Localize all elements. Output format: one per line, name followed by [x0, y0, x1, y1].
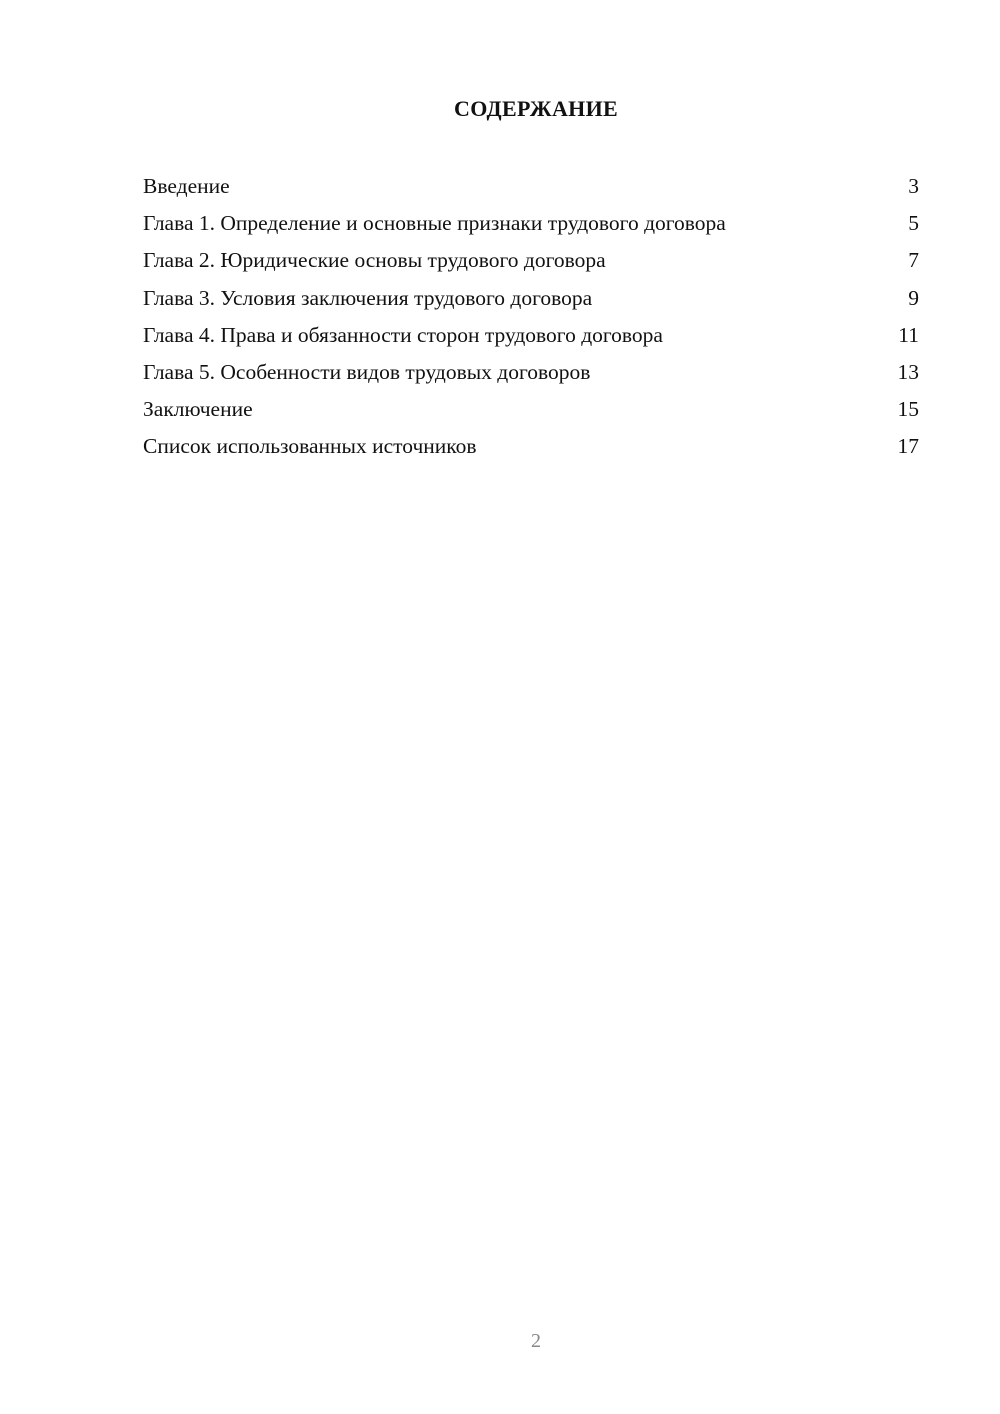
- toc-entry-page: 7: [908, 248, 919, 273]
- toc-entry-title: Заключение: [143, 397, 253, 422]
- toc-entry-chapter-5: [143, 354, 919, 391]
- toc-entry-title: Глава 1. Определение и основные признаки трудового договора: [143, 211, 726, 236]
- toc-entry-page: 11: [898, 322, 919, 347]
- toc-entry-title: Глава 2. Юридические основы трудового договора: [143, 248, 606, 273]
- toc-entry-chapter-4: [143, 317, 919, 354]
- toc-heading: СОДЕРЖАНИЕ: [454, 96, 618, 121]
- toc-entry-page: 13: [897, 359, 919, 384]
- toc-entry-page: 5: [908, 211, 919, 236]
- toc-entry-chapter-1: [143, 205, 919, 242]
- page-number: 2: [531, 1330, 541, 1352]
- toc-entry-page: 15: [897, 397, 919, 422]
- toc-entry-conclusion: [143, 391, 919, 428]
- toc-entry-page: 17: [897, 434, 919, 459]
- toc-entry-title: Глава 5. Особенности видов трудовых договоров: [143, 359, 591, 384]
- toc-entry-title: Глава 4. Права и обязанности сторон трудового договора: [143, 322, 663, 347]
- toc-entry-introduction: [143, 168, 919, 205]
- toc-entry-chapter-3: [143, 280, 919, 317]
- toc-entry-page: 3: [908, 174, 919, 198]
- toc-entry-title: Глава 3. Условия заключения трудового договора: [143, 285, 593, 310]
- toc-entry-chapter-2: [143, 242, 919, 279]
- toc-entry-references: [143, 428, 919, 465]
- toc-entry-title: Список использованных источников: [143, 434, 477, 459]
- toc-list: [143, 168, 919, 466]
- toc-entry-title: Введение: [143, 174, 230, 198]
- toc-entry-page: 9: [908, 285, 919, 310]
